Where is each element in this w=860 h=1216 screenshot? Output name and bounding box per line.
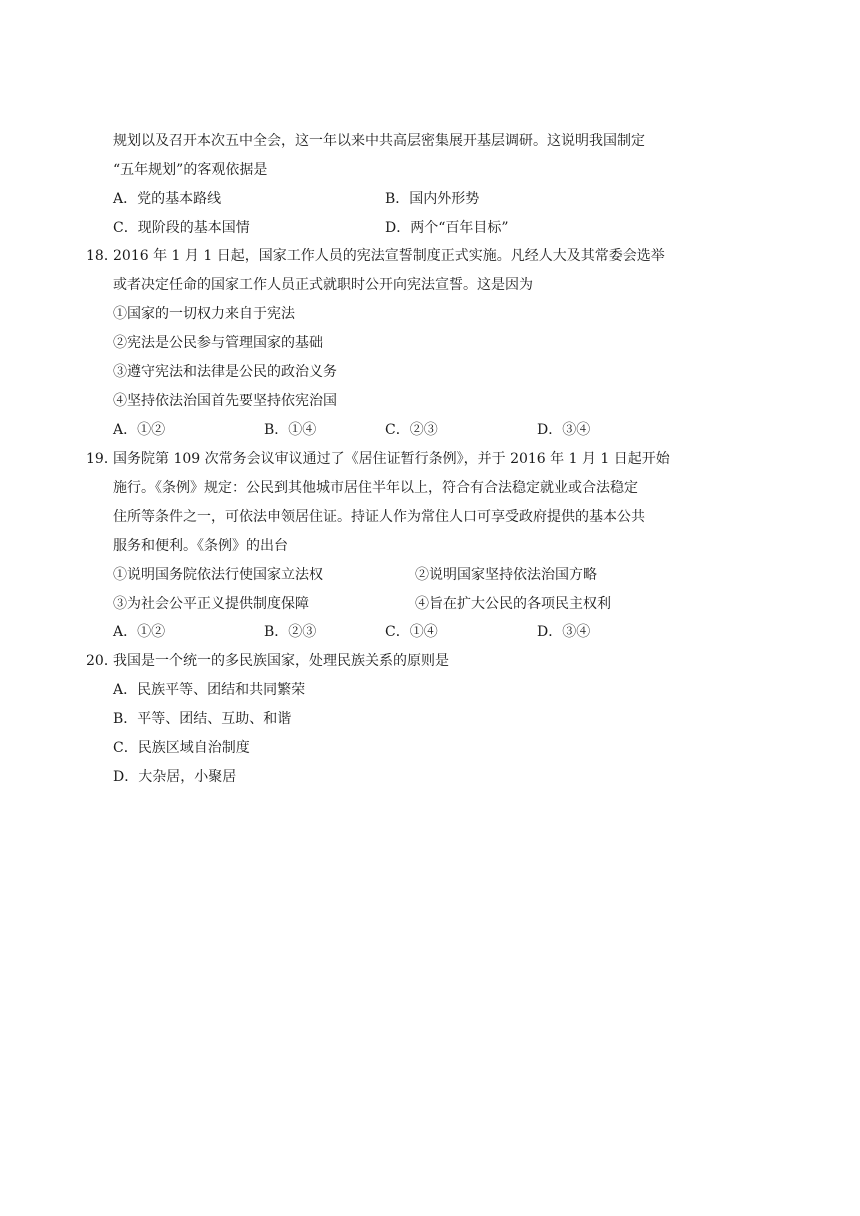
q19-statement-3: ③为社会公平正义提供制度保障 bbox=[113, 596, 309, 612]
q19-stem-line-1: 国务院第 109 次常务会议审议通过了《居住证暂行条例》，并于 2016 年 1 月 1 日起开始 bbox=[113, 451, 670, 467]
q19-stem-line-3: 住所等条件之一，可依法申领居住证。持证人作为常住人口可享受政府提供的基本公共 bbox=[113, 509, 645, 525]
q19-option-d: D．③④ bbox=[537, 624, 591, 640]
q18-number: 18． bbox=[86, 248, 118, 264]
q20-stem-line-1: 我国是一个统一的多民族国家，处理民族关系的原则是 bbox=[113, 653, 449, 669]
q19-number: 19． bbox=[86, 451, 118, 467]
q18-option-b: B．①④ bbox=[264, 422, 317, 438]
q18-statement-1: ①国家的一切权力来自于宪法 bbox=[113, 306, 295, 322]
q17-option-a: A．党的基本路线 bbox=[113, 191, 222, 207]
q20-option-d: D．大杂居，小聚居 bbox=[113, 769, 237, 785]
q19-statement-1: ①说明国务院依法行使国家立法权 bbox=[113, 567, 323, 583]
q18-statement-4: ④坚持依法治国首先要坚持依宪治国 bbox=[113, 393, 337, 409]
q18-statement-3: ③遵守宪法和法律是公民的政治义务 bbox=[113, 364, 337, 380]
q20-option-a: A．民族平等、团结和共同繁荣 bbox=[113, 682, 306, 698]
q18-stem-line-1: 2016 年 1 月 1 日起，国家工作人员的宪法宣誓制度正式实施。凡经人大及其常委会选举 bbox=[113, 248, 665, 264]
q17-option-b: B．国内外形势 bbox=[385, 191, 480, 207]
q17-option-c: C．现阶段的基本国情 bbox=[113, 220, 250, 236]
q18-stem-line-2: 或者决定任命的国家工作人员正式就职时公开向宪法宣誓。这是因为 bbox=[113, 277, 533, 293]
q18-option-a: A．①② bbox=[113, 422, 166, 438]
q19-stem-line-4: 服务和便利。《条例》的出台 bbox=[113, 538, 288, 554]
q17-stem-line-1: 规划以及召开本次五中全会，这一年以来中共高层密集展开基层调研。这说明我国制定 bbox=[113, 133, 645, 149]
q18-option-d: D．③④ bbox=[537, 422, 591, 438]
q19-statement-2: ②说明国家坚持依法治国方略 bbox=[415, 567, 597, 583]
q19-option-b: B．②③ bbox=[264, 624, 317, 640]
q19-option-c: C．①④ bbox=[385, 624, 438, 640]
q17-option-d: D．两个“百年目标” bbox=[385, 220, 509, 236]
q19-option-a: A．①② bbox=[113, 624, 166, 640]
q18-statement-2: ②宪法是公民参与管理国家的基础 bbox=[113, 335, 323, 351]
q20-option-b: B．平等、团结、互助、和谐 bbox=[113, 711, 292, 727]
q18-option-c: C．②③ bbox=[385, 422, 438, 438]
q19-stem-line-2: 施行。《条例》规定：公民到其他城市居住半年以上，符合有合法稳定就业或合法稳定 bbox=[113, 480, 638, 496]
q17-stem-line-2: “五年规划”的客观依据是 bbox=[113, 162, 268, 178]
q20-option-c: C．民族区域自治制度 bbox=[113, 740, 250, 756]
q19-statement-4: ④旨在扩大公民的各项民主权利 bbox=[415, 596, 611, 612]
q20-number: 20． bbox=[86, 653, 118, 669]
